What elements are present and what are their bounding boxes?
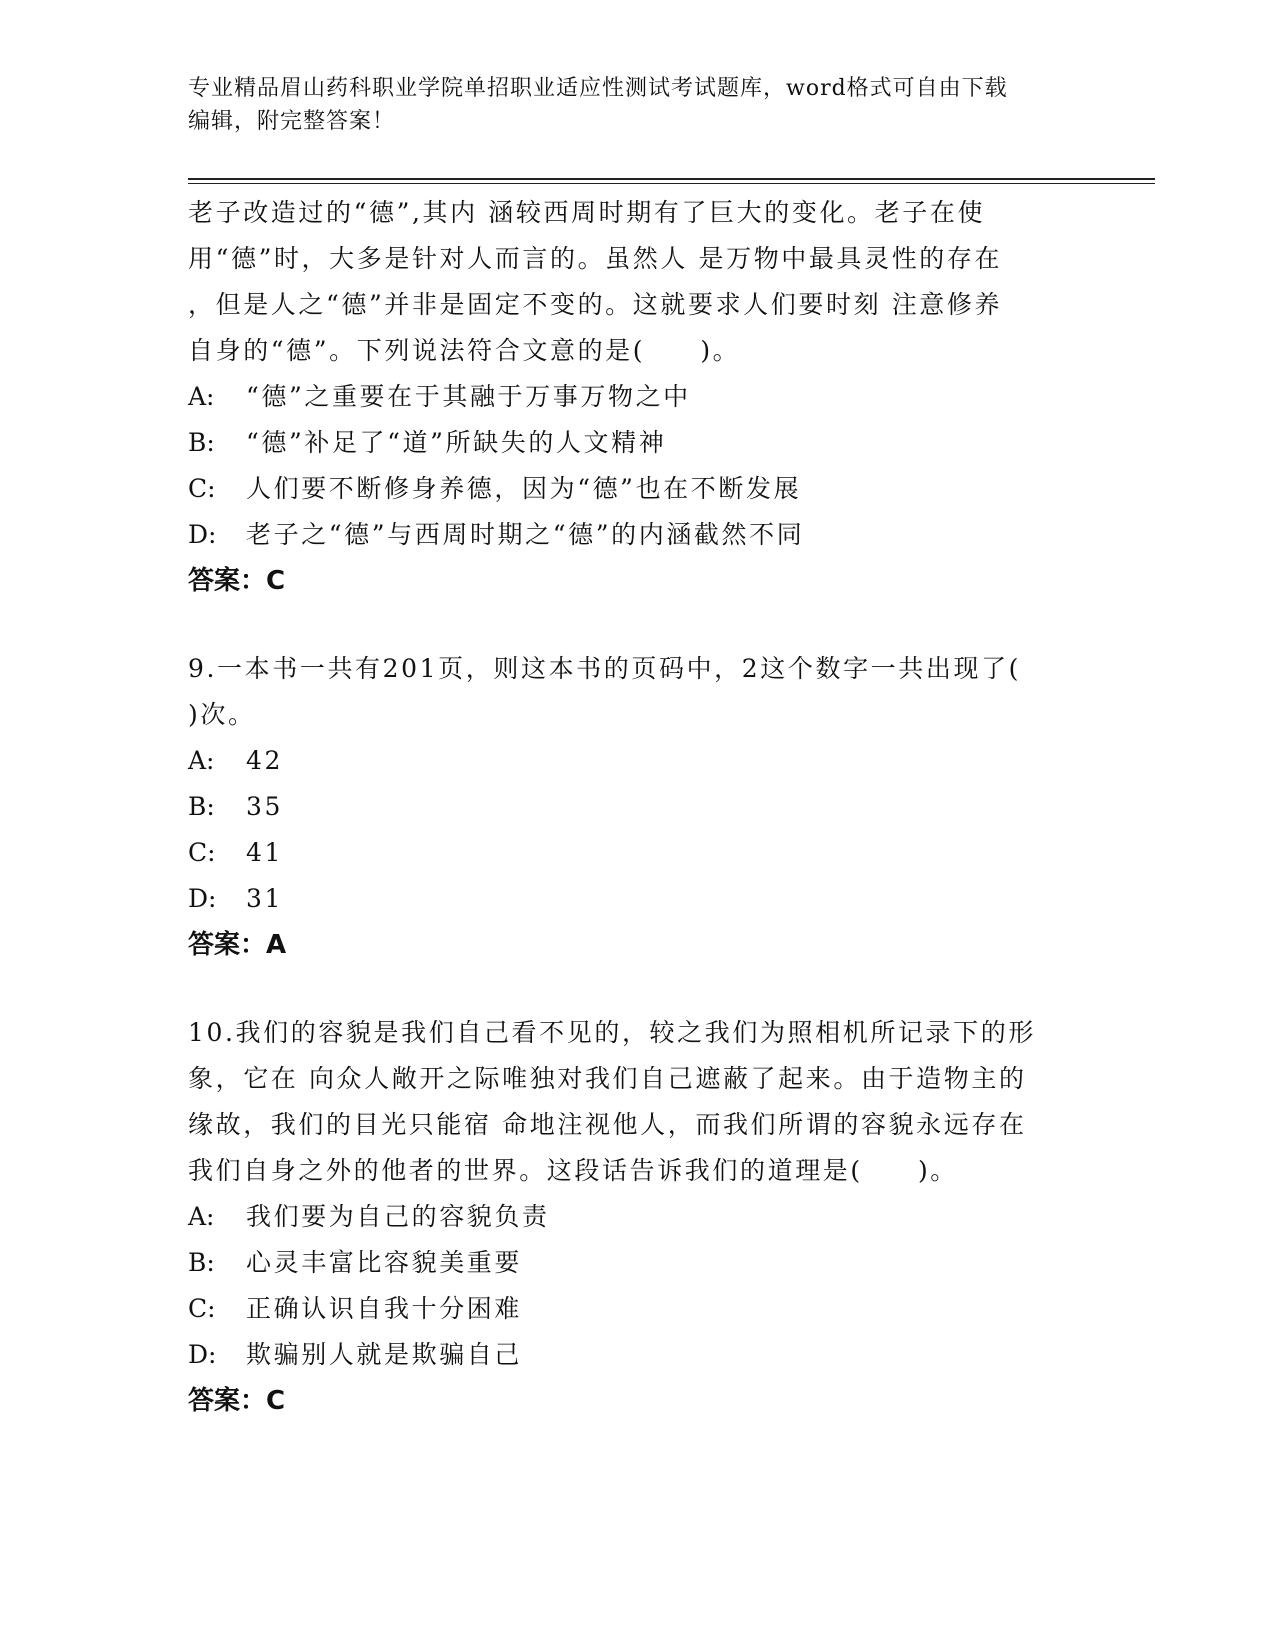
option-d: [188, 512, 1078, 558]
option-text: 欺骗别人就是欺骗自己: [246, 1340, 523, 1369]
option-key: C:: [188, 474, 216, 503]
question-text-line: 9.一本书一共有201页，则这本书的页码中，2这个数字一共出现了(: [188, 654, 1022, 683]
answer-line: 答案：C: [188, 1386, 286, 1416]
option-text: “德”补足了“道”所缺失的人文精神: [246, 428, 667, 457]
option-text: 42: [246, 746, 284, 775]
option-text: 我们要为自己的容貌负责: [246, 1202, 550, 1231]
option-key: B:: [188, 428, 215, 457]
option-key: D:: [188, 884, 217, 913]
option-a: [188, 374, 1078, 420]
header-line: 专业精品眉山药科职业学院单招职业适应性测试考试题库，word格式可自由下载: [188, 76, 1008, 101]
option-key: A:: [188, 382, 215, 411]
option-a: [188, 1194, 1078, 1240]
option-text: 人们要不断修身养德，因为“德”也在不断发展: [246, 474, 802, 503]
page-header: [188, 72, 1068, 138]
answer-line: 答案：A: [188, 930, 287, 960]
option-key: C:: [188, 1294, 216, 1323]
question-block: [188, 646, 1078, 968]
option-c: [188, 830, 1078, 876]
option-text: 41: [246, 838, 284, 867]
header-rule: [188, 178, 1155, 180]
option-a: [188, 738, 1078, 784]
option-text: 老子之“德”与西周时期之“德”的内涵截然不同: [246, 520, 805, 549]
option-b: [188, 1240, 1078, 1286]
question-text-line: 老子改造过的“德”,其内 涵较西周时期有了巨大的变化。老子在使: [188, 198, 986, 227]
answer-line: 答案：C: [188, 566, 286, 596]
option-d: [188, 1332, 1078, 1378]
option-text: 31: [246, 884, 284, 913]
question-text-line: ，但是人之“德”并非是固定不变的。这就要求人们要时刻 注意修养: [188, 290, 1003, 319]
spacer: [188, 968, 1078, 1010]
option-key: D:: [188, 520, 217, 549]
question-block: [188, 1010, 1078, 1424]
header-line: 编辑，附完整答案！: [188, 109, 396, 134]
question-text-line: )次。: [188, 700, 256, 729]
option-text: 正确认识自我十分困难: [246, 1294, 523, 1323]
option-key: A:: [188, 1202, 215, 1231]
option-key: B:: [188, 792, 215, 821]
option-b: [188, 784, 1078, 830]
header-rule-thin: [188, 183, 1155, 184]
question-list: [188, 190, 1078, 1424]
option-c: [188, 1286, 1078, 1332]
option-d: [188, 876, 1078, 922]
option-key: B:: [188, 1248, 215, 1277]
option-key: D:: [188, 1340, 217, 1369]
question-text-line: 象，它在 向众人敞开之际唯独对我们自己遮蔽了起来。由于造物主的: [188, 1064, 1027, 1093]
question-text-line: 自身的“德”。下列说法符合文意的是( )。: [188, 336, 741, 365]
option-b: [188, 420, 1078, 466]
question-text-line: 10.我们的容貌是我们自己看不见的，较之我们为照相机所记录下的形: [188, 1018, 1036, 1047]
question-block: [188, 190, 1078, 604]
option-c: [188, 466, 1078, 512]
question-text-line: 我们自身之外的他者的世界。这段话告诉我们的道理是( )。: [188, 1156, 958, 1185]
option-key: C:: [188, 838, 216, 867]
option-text: “德”之重要在于其融于万事万物之中: [246, 382, 691, 411]
option-text: 35: [246, 792, 284, 821]
question-text-line: 缘故，我们的目光只能宿 命地注视他人，而我们所谓的容貌永远存在: [188, 1110, 1027, 1139]
spacer: [188, 604, 1078, 646]
option-text: 心灵丰富比容貌美重要: [246, 1248, 523, 1277]
option-key: A:: [188, 746, 215, 775]
question-text-line: 用“德”时，大多是针对人而言的。虽然人 是万物中最具灵性的存在: [188, 244, 1003, 273]
